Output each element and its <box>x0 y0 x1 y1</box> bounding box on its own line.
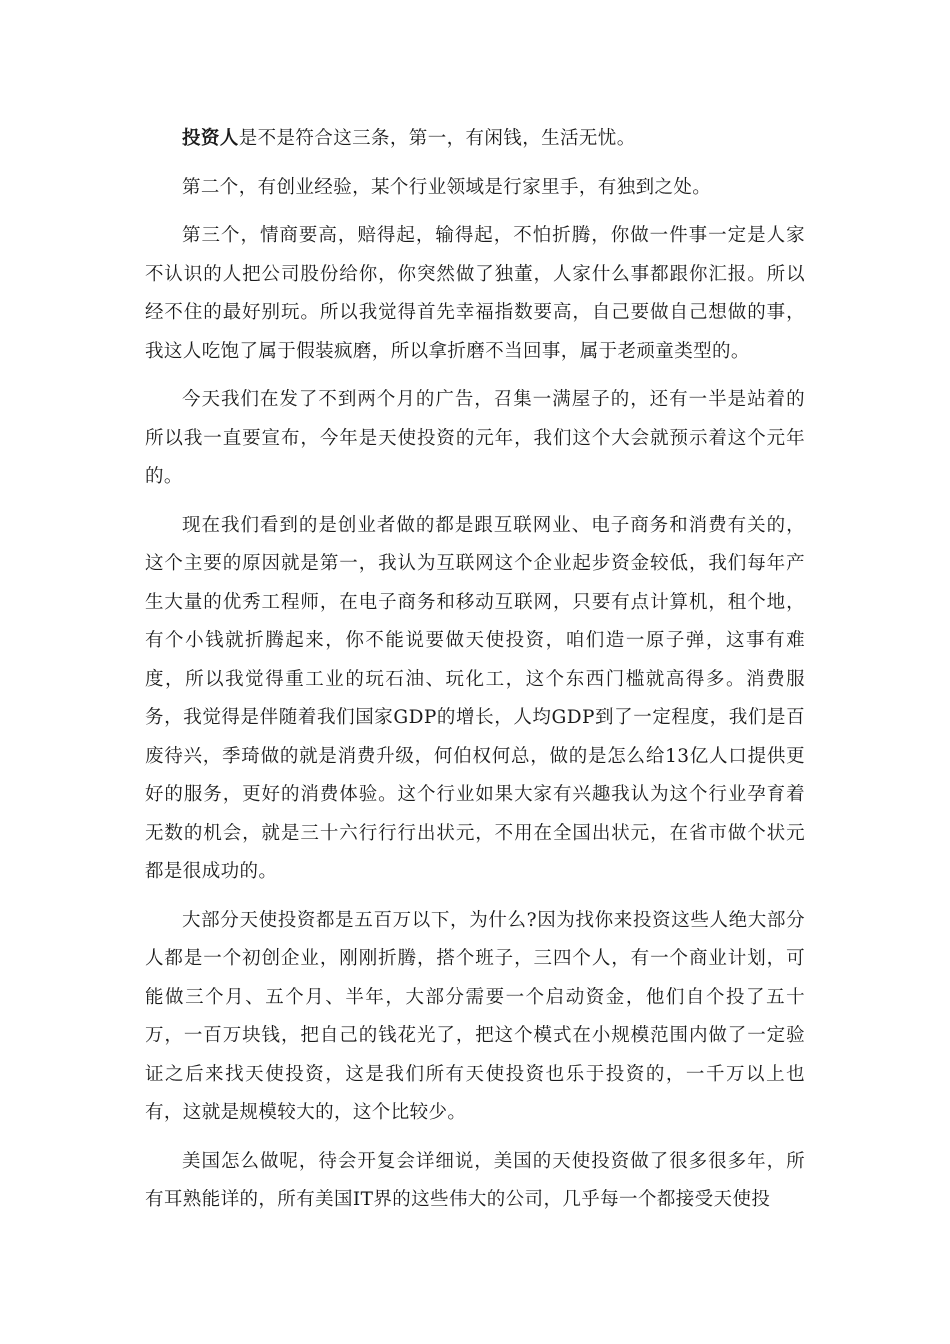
paragraph-2 <box>145 169 805 208</box>
paragraph-6 <box>145 902 805 1133</box>
paragraph-3 <box>145 217 805 371</box>
paragraph-text: 第二个，有创业经验，某个行业领域是行家里手，有独到之处。 <box>182 176 712 198</box>
paragraph-text: 大部分天使投资都是五百万以下，为什么?因为找你来投资这些人绝大部分人都是一个初创企业，刚刚折腾，搭个班子，三四个人，有一个商业计划，可能做三个月、五个月、半年，大部分需要一个启动资金，他们自个投了五十万，一百万块钱，把自己的钱花光了，把这个模式在小规模范围内做了一定验证之后来找天使投资，这是我们所有天使投资也乐于投资的，一千万以上也有，这就是规模较大的，这个比较少。 <box>145 909 805 1123</box>
paragraph-5 <box>145 507 805 892</box>
bold-lead-term: 投资人 <box>182 128 239 149</box>
paragraph-1 <box>145 120 805 159</box>
paragraph-text: 美国怎么做呢，待会开复会详细说，美国的天使投资做了很多很多年，所有耳熟能详的，所有美国IT界的这些伟大的公司，几乎每一个都接受天使投 <box>145 1150 805 1210</box>
paragraph-text: 是不是符合这三条，第一，有闲钱，生活无忧。 <box>238 128 636 149</box>
paragraph-7 <box>145 1143 805 1220</box>
paragraph-text: 今天我们在发了不到两个月的广告，召集一满屋子的，还有一半是站着的所以我一直要宣布，今年是天使投资的元年，我们这个大会就预示着这个元年的。 <box>145 389 805 487</box>
document-body <box>145 120 805 1230</box>
paragraph-text: 现在我们看到的是创业者做的都是跟互联网业、电子商务和消费有关的，这个主要的原因就是第一，我认为互联网这个企业起步资金较低，我们每年产生大量的优秀工程师，在电子商务和移动互联网，只要有点计算机，租个地，有个小钱就折腾起来，你不能说要做天使投资，咱们造一原子弹，这事有难度，所以我觉得重工业的玩石油、玩化工，这个东西门槛就高得多。消费服务，我觉得是伴随着我们国家GDP的增长，人均GDP到了一定程度，我们是百废待兴，季琦做的就是消费升级，何伯权何总，做的是怎么给13亿人口提供更好的服务，更好的消费体验。这个行业如果大家有兴趣我认为这个行业孕育着无数的机会，就是三十六行行行出状元，不用在全国出状元，在省市做个状元都是很成功的。 <box>145 514 805 882</box>
paragraph-4 <box>145 381 805 497</box>
paragraph-text: 第三个，情商要高，赔得起，输得起，不怕折腾，你做一件事一定是人家不认识的人把公司股份给你，你突然做了独董，人家什么事都跟你汇报。所以经不住的最好别玩。所以我觉得首先幸福指数要高，自己要做自己想做的事，我这人吃饱了属于假装疯磨，所以拿折磨不当回事，属于老顽童类型的。 <box>145 225 805 362</box>
